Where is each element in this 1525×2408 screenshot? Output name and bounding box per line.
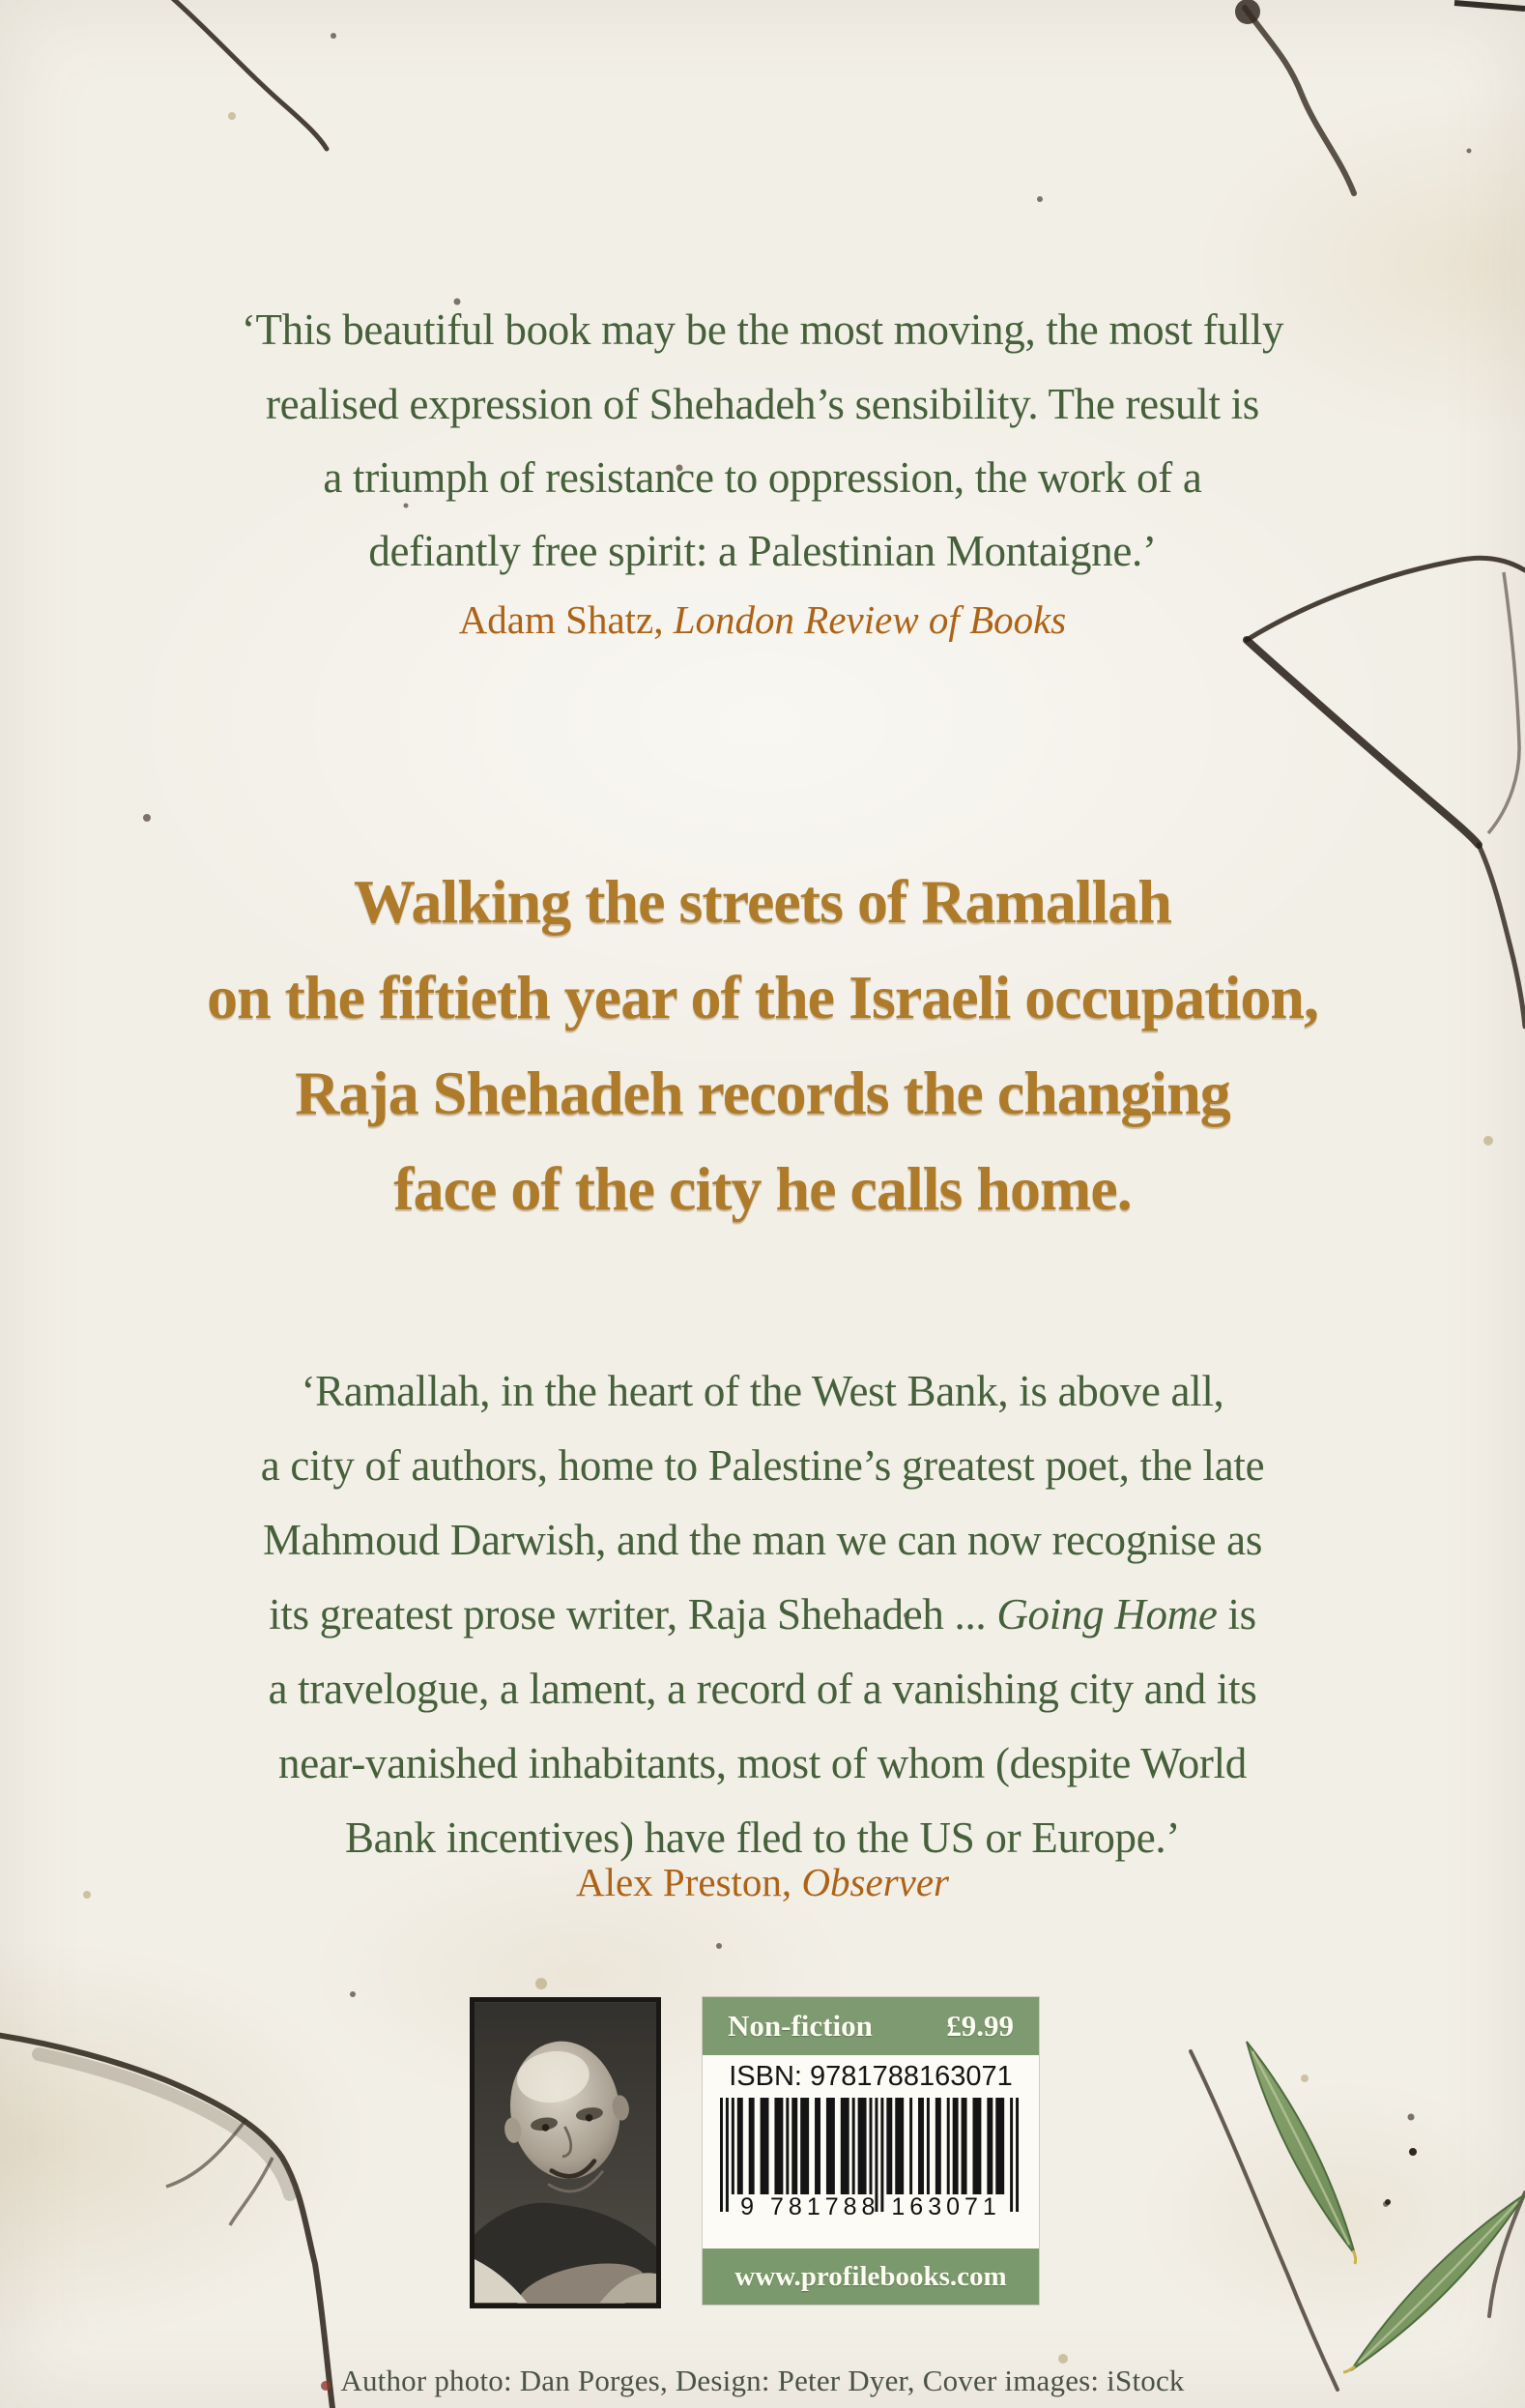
quote-line: defiantly free spirit: a Palestinian Montaigne.’ (368, 527, 1157, 575)
quote-line: a city of authors, home to Palestine’s greatest poet, the late (260, 1441, 1265, 1490)
quote-line: a triumph of resistance to oppression, the work of a (323, 453, 1202, 502)
headline-line: on the fiftieth year of the Israeli occupation, (207, 963, 1318, 1031)
credits-line: Author photo: Dan Porges, Design: Peter Dyer, Cover images: iStock (340, 2364, 1185, 2397)
attribution-source: Observer (801, 1860, 950, 1904)
barcode-panel (703, 1997, 1039, 2305)
author-photo (470, 1997, 661, 2308)
attribution-name: Alex Preston, (575, 1860, 802, 1904)
quote-line: ‘Ramallah, in the heart of the West Bank, is above all, (301, 1367, 1224, 1415)
barcode-header-bar (703, 1997, 1039, 2055)
book-title-italic: Going Home (996, 1590, 1218, 1639)
quote-line: ‘This beautiful book may be the most moving, the most fully (241, 305, 1284, 354)
quote-attribution (0, 1859, 1525, 1905)
author-portrait-image (475, 2002, 656, 2304)
price-label: £9.99 (946, 2009, 1014, 2043)
attribution-name: Adam Shatz, (458, 597, 674, 642)
quote-text: is (1217, 1590, 1256, 1639)
quote-line: a travelogue, a lament, a record of a vanishing city and its (268, 1665, 1257, 1713)
publisher-website: www.profilebooks.com (703, 2248, 1039, 2305)
headline-line: face of the city he calls home. (393, 1154, 1132, 1223)
olive-leaf (1343, 2194, 1525, 2372)
quote-line: near-vanished inhabitants, most of whom (despite World (278, 1739, 1247, 1787)
quote-line: Mahmoud Darwish, and the man we can now recognise as (262, 1516, 1263, 1564)
quote-text: its greatest prose writer, Raja Shehadeh ... (269, 1590, 997, 1639)
isbn-label: ISBN: 9781788163071 (729, 2060, 1013, 2092)
attribution-source: London Review of Books (673, 597, 1067, 642)
olive-leaf (1247, 2042, 1356, 2264)
olive-leaves (1189, 1982, 1525, 2408)
quote-line: realised expression of Shehadeh’s sensibility. The result is (265, 380, 1260, 428)
quote-line (0, 1589, 1525, 1639)
quote-line: Bank incentives) have fled to the US or Europe.’ (344, 1813, 1181, 1862)
category-label: Non-fiction (728, 2009, 873, 2043)
quote-attribution (0, 596, 1525, 643)
barcode-digits: 9 781788 163071 (740, 2192, 1001, 2220)
headline-line: Raja Shehadeh records the changing (295, 1059, 1230, 1127)
headline-line: Walking the streets of Ramallah (353, 867, 1172, 936)
